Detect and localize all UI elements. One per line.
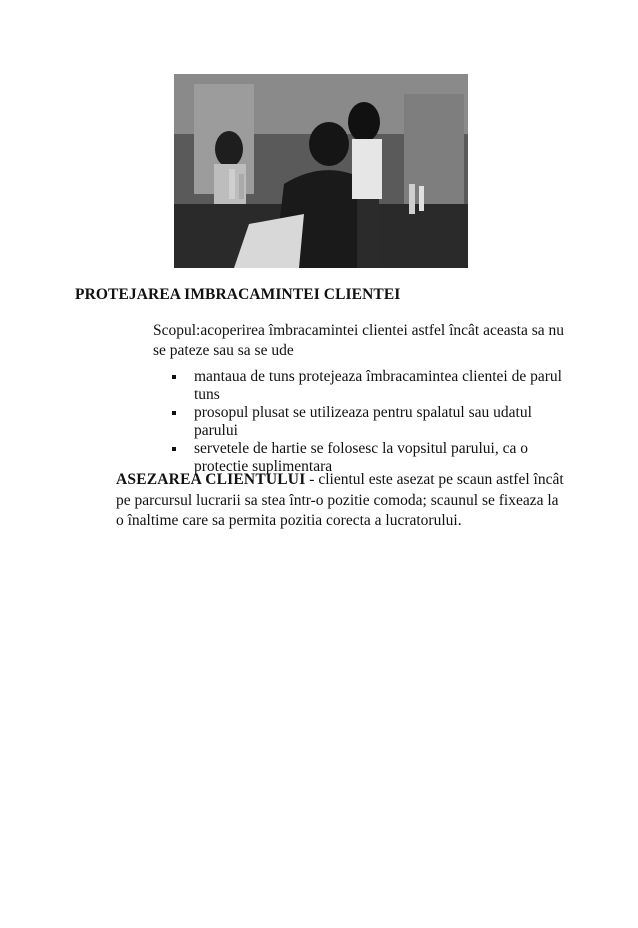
bullet-icon: [172, 447, 176, 451]
list-item-text: servetele de hartie se folosesc la vopsitul parului, ca o protectie suplimentara: [194, 440, 528, 475]
salon-photo: [174, 74, 468, 268]
section-title-seating: ASEZAREA CLIENTULUI: [116, 471, 306, 488]
list-item: [172, 404, 572, 440]
seating-paragraph: [116, 470, 566, 532]
list-item: [172, 368, 572, 404]
list-item-text: mantaua de tuns protejeaza îmbracamintea clientei de parul tuns: [194, 368, 562, 403]
bullet-icon: [172, 375, 176, 379]
list-item-text: prosopul plusat se utilizeaza pentru spalatul sau udatul parului: [194, 404, 532, 439]
bullet-list: [172, 368, 572, 476]
seating-text: - clientul este asezat pe scaun astfel încât pe parcursul lucrarii sa stea într-o pozitie comoda; scaunul se fixeaza la o înaltime care sa permita pozitia corecta a lucratorului.: [116, 471, 564, 529]
section-title-protection: PROTEJAREA IMBRACAMINTEI CLIENTEI: [75, 286, 401, 303]
purpose-text: Scopul:acoperirea îmbracamintei clientei astfel încât aceasta sa nu se pateze sau sa se ude: [153, 322, 564, 359]
hair-salon-photo-icon: [174, 74, 468, 268]
bullet-icon: [172, 411, 176, 415]
